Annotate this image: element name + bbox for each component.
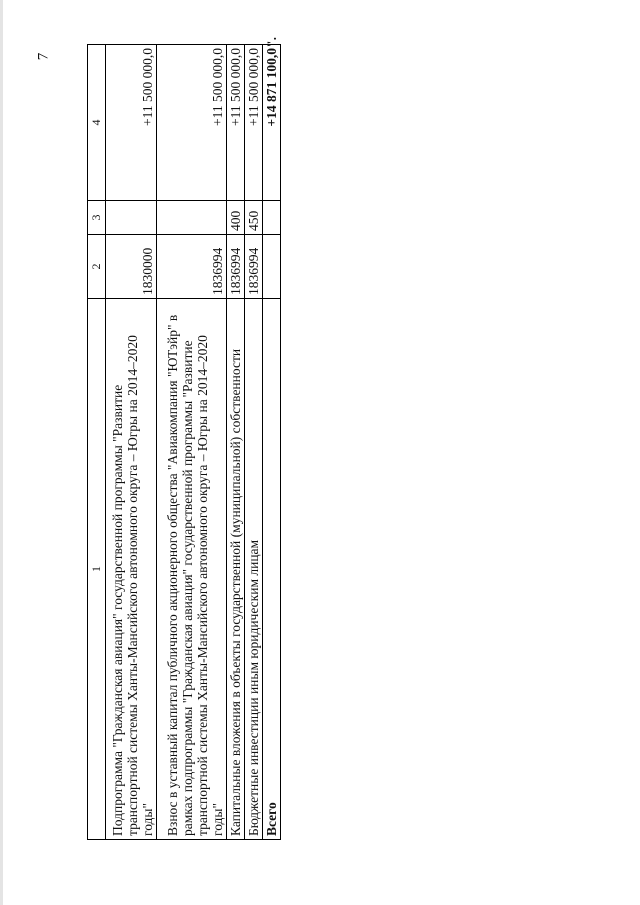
header-col-3: 3 xyxy=(88,201,106,235)
total-target-article xyxy=(263,235,281,299)
row-expense-type: 400 xyxy=(227,201,245,235)
table-header-row xyxy=(88,45,106,840)
row-amount: +11 500 000,0 xyxy=(245,45,263,201)
total-label: Всего xyxy=(263,299,281,840)
page-number: 7 xyxy=(35,52,52,61)
row-target-article: 1836994 xyxy=(245,235,263,299)
table-total-row xyxy=(263,45,281,840)
total-expense-type xyxy=(263,201,281,235)
row-amount: +11 500 000,0 xyxy=(157,45,227,201)
row-target-article: 1836994 xyxy=(227,235,245,299)
scan-edge xyxy=(0,0,3,905)
row-amount: +11 500 000,0 xyxy=(227,45,245,201)
row-name: Капитальные вложения в объекты государственной (муниципальной) собственности xyxy=(227,299,245,840)
table-row xyxy=(106,45,157,840)
header-col-1: 1 xyxy=(88,299,106,840)
header-col-4: 4 xyxy=(88,45,106,201)
row-name: Бюджетные инвестиции иным юридическим лицам xyxy=(245,299,263,840)
row-target-article: 1830000 xyxy=(106,235,157,299)
header-col-2: 2 xyxy=(88,235,106,299)
total-amount-value: +14 871 100,0 xyxy=(264,48,279,127)
table-row xyxy=(227,45,245,840)
table-row xyxy=(245,45,263,840)
row-target-article: 1836994 xyxy=(157,235,227,299)
rotated-table-frame xyxy=(87,37,279,840)
row-amount: +11 500 000,0 xyxy=(106,45,157,201)
total-amount xyxy=(263,37,281,201)
table-row xyxy=(157,45,227,840)
row-expense-type: 450 xyxy=(245,201,263,235)
row-name: Подпрограмма "Гражданская авиация" государственной программы "Развитие транспортной системы Ханты-Мансийского автономного округа – Югры на 2014–2020 годы" xyxy=(106,299,157,840)
row-name: Взнос в уставный капитал публичного акционерного общества "Авиакомпания "ЮТэйр" в рамках подпрограммы "Гражданская авиация" государственной программы "Развитие транспортной системы Ханты-Мансийского автономного округа – Югры на 2014–2020 годы" xyxy=(157,299,227,840)
closing-quote-mark: ". xyxy=(264,37,279,48)
row-expense-type xyxy=(157,201,227,235)
budget-table xyxy=(87,37,281,840)
row-expense-type xyxy=(106,201,157,235)
